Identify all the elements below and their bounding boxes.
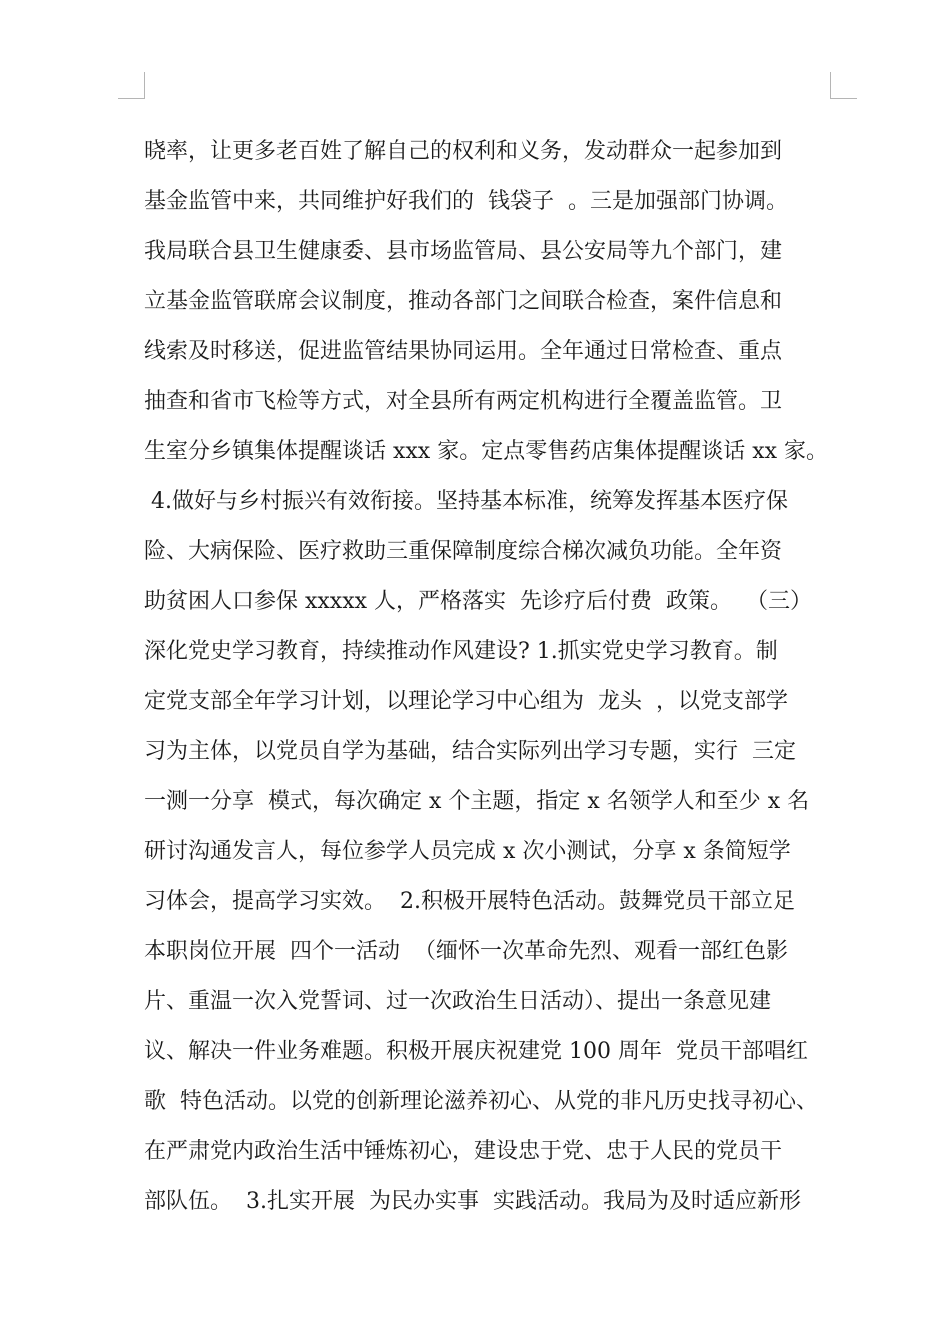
text-line: 基金监管中来，共同维护好我们的 钱袋子 。三是加强部门协调。 (144, 189, 788, 214)
page-corner-mark-top-left (118, 72, 145, 99)
text-line: 习为主体，以党员自学为基础，结合实际列出学习专题，实行 三定 (144, 739, 796, 764)
page-corner-mark-top-right (830, 72, 857, 99)
text-line: 研讨沟通发言人，每位参学人员完成 x 次小测试，分享 x 条简短学 (144, 839, 791, 864)
text-line: 4.做好与乡村振兴有效衔接。坚持基本标准，统筹发挥基本医疗保 (144, 489, 788, 514)
text-line: 立基金监管联席会议制度，推动各部门之间联合检查，案件信息和 (144, 289, 783, 314)
text-line: 本职岗位开展 四个一活动 （缅怀一次革命先烈、观看一部红色影 (144, 939, 788, 964)
text-line: 我局联合县卫生健康委、县市场监管局、县公安局等九个部门，建 (144, 239, 783, 264)
text-line: 助贫困人口参保 xxxxx 人，严格落实 先诊疗后付费 政策。 （三） (144, 589, 812, 614)
text-line: 抽查和省市飞检等方式，对全县所有两定机构进行全覆盖监管。卫 (144, 389, 783, 414)
text-line: 深化党史学习教育，持续推动作风建设? 1.抓实党史学习教育。制 (144, 639, 778, 664)
text-line: 线索及时移送，促进监管结果协同运用。全年通过日常检查、重点 (144, 339, 783, 364)
text-line: 议、解决一件业务难题。积极开展庆祝建党 100 周年 党员干部唱红 (144, 1039, 808, 1064)
text-line: 部队伍。 3.扎实开展 为民办实事 实践活动。我局为及时适应新形 (144, 1189, 801, 1214)
text-line: 定党支部全年学习计划，以理论学习中心组为 龙头 ，以党支部学 (144, 689, 788, 714)
text-line: 歌 特色活动。以党的创新理论滋养初心、从党的非凡历史找寻初心、 (144, 1089, 818, 1114)
text-line: 险、大病保险、医疗救助三重保障制度综合梯次减负功能。全年资 (144, 539, 783, 564)
text-line: 在严肃党内政治生活中锤炼初心，建设忠于党、忠于人民的党员干 (144, 1139, 783, 1164)
text-line: 片、重温一次入党誓词、过一次政治生日活动）、提出一条意见建 (144, 989, 772, 1014)
text-line: 习体会，提高学习实效。 2.积极开展特色活动。鼓舞党员干部立足 (144, 889, 795, 914)
text-line: 晓率，让更多老百姓了解自己的权利和义务，发动群众一起参加到 (144, 139, 783, 164)
text-line: 生室分乡镇集体提醒谈话 xxx 家。定点零售药店集体提醒谈话 xx 家。 (144, 439, 829, 464)
text-line: 一测一分享 模式，每次确定 x 个主题，指定 x 名领学人和至少 x 名 (144, 789, 810, 814)
